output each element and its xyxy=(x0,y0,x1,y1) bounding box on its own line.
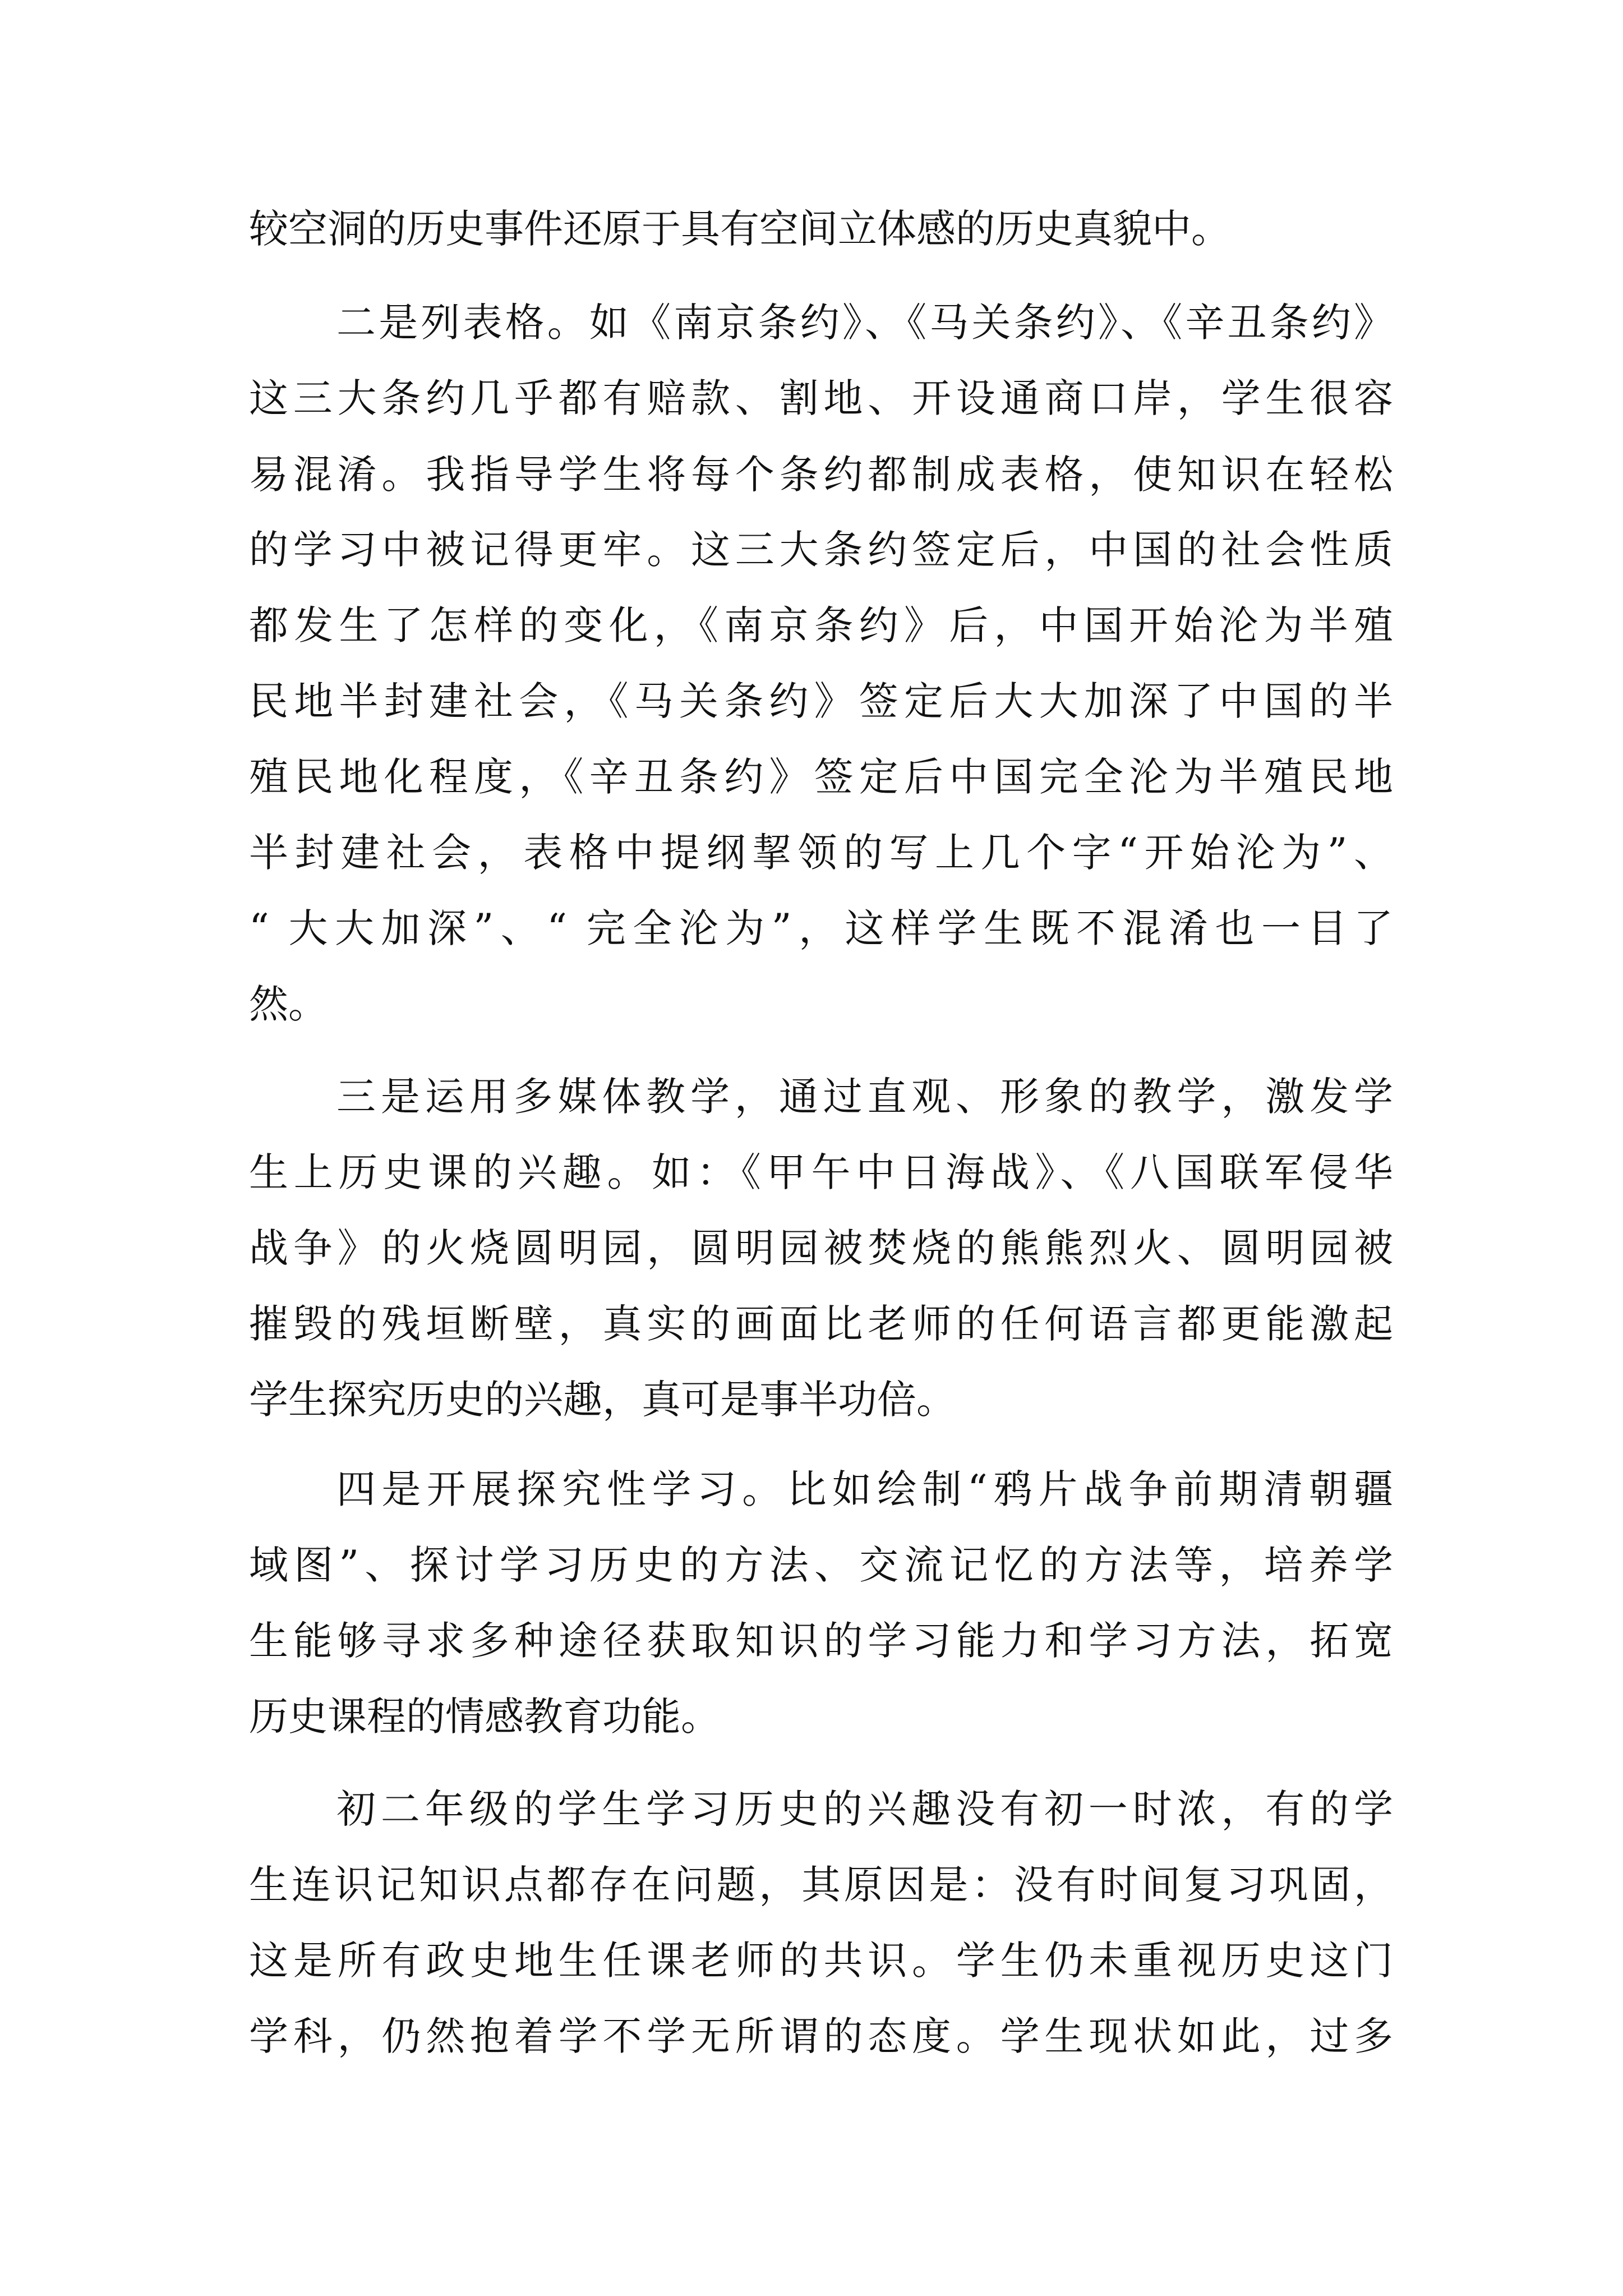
paragraph-2-line-4: 的学习中被记得更牢。这三大条约签定后，中国的社会性质 xyxy=(249,527,1393,573)
paragraph-2-line-6: 民地半封建社会，《马关条约》签定后大大加深了中国的半 xyxy=(249,678,1393,724)
paragraph-4-line-1: 四是开展探究性学习。比如绘制“鸦片战争前期清朝疆 xyxy=(336,1466,1393,1512)
paragraph-5-line-4: 学科，仍然抱着学不学无所谓的态度。学生现状如此，过多 xyxy=(249,2013,1393,2059)
paragraph-2-line-3: 易混淆。我指导学生将每个条约都制成表格，使知识在轻松 xyxy=(249,452,1393,498)
paragraph-4-line-2: 域图”、探讨学习历史的方法、交流记忆的方法等，培养学 xyxy=(249,1542,1393,1588)
paragraph-5-line-1: 初二年级的学生学习历史的兴趣没有初一时浓，有的学 xyxy=(336,1786,1393,1832)
paragraph-3-line-1: 三是运用多媒体教学，通过直观、形象的教学，激发学 xyxy=(336,1074,1393,1120)
paragraph-3-line-3: 战争》的火烧圆明园，圆明园被焚烧的熊熊烈火、圆明园被 xyxy=(249,1225,1393,1271)
paragraph-3-line-2: 生上历史课的兴趣。如：《甲午中日海战》、《八国联军侵华 xyxy=(249,1149,1393,1195)
paragraph-3-line-5: 学生探究历史的兴趣，真可是事半功倍。 xyxy=(249,1377,956,1423)
paragraph-5-line-2: 生连识记知识点都存在问题，其原因是：没有时间复习巩固， xyxy=(249,1862,1393,1908)
paragraph-4-line-3: 生能够寻求多种途径获取知识的学习能力和学习方法，拓宽 xyxy=(249,1618,1393,1664)
paragraph-4-line-4: 历史课程的情感教育功能。 xyxy=(249,1694,720,1740)
paragraph-2-line-8: 半封建社会，表格中提纲挈领的写上几个字“开始沦为”、 xyxy=(249,830,1393,876)
paragraph-2-line-7: 殖民地化程度，《辛丑条约》签定后中国完全沦为半殖民地 xyxy=(249,754,1393,800)
paragraph-2-line-2: 这三大条约几乎都有赔款、割地、开设通商口岸，学生很容 xyxy=(249,375,1393,421)
paragraph-3-line-4: 摧毁的残垣断壁，真实的画面比老师的任何语言都更能激起 xyxy=(249,1301,1393,1347)
paragraph-2-line-10: 然。 xyxy=(249,981,328,1027)
paragraph-5-line-3: 这是所有政史地生任课老师的共识。学生仍未重视历史这门 xyxy=(249,1938,1393,1984)
paragraph-2-line-9: “ 大大加深”、“ 完全沦为”，这样学生既不混淆也一目了 xyxy=(249,905,1393,951)
paragraph-1-line-1: 较空洞的历史事件还原于具有空间立体感的历史真貌中。 xyxy=(249,206,1230,252)
paragraph-2-line-1: 二是列表格。如《南京条约》、《马关条约》、《辛丑条约》 xyxy=(336,300,1393,346)
paragraph-2-line-5: 都发生了怎样的变化，《南京条约》后，中国开始沦为半殖 xyxy=(249,602,1393,648)
